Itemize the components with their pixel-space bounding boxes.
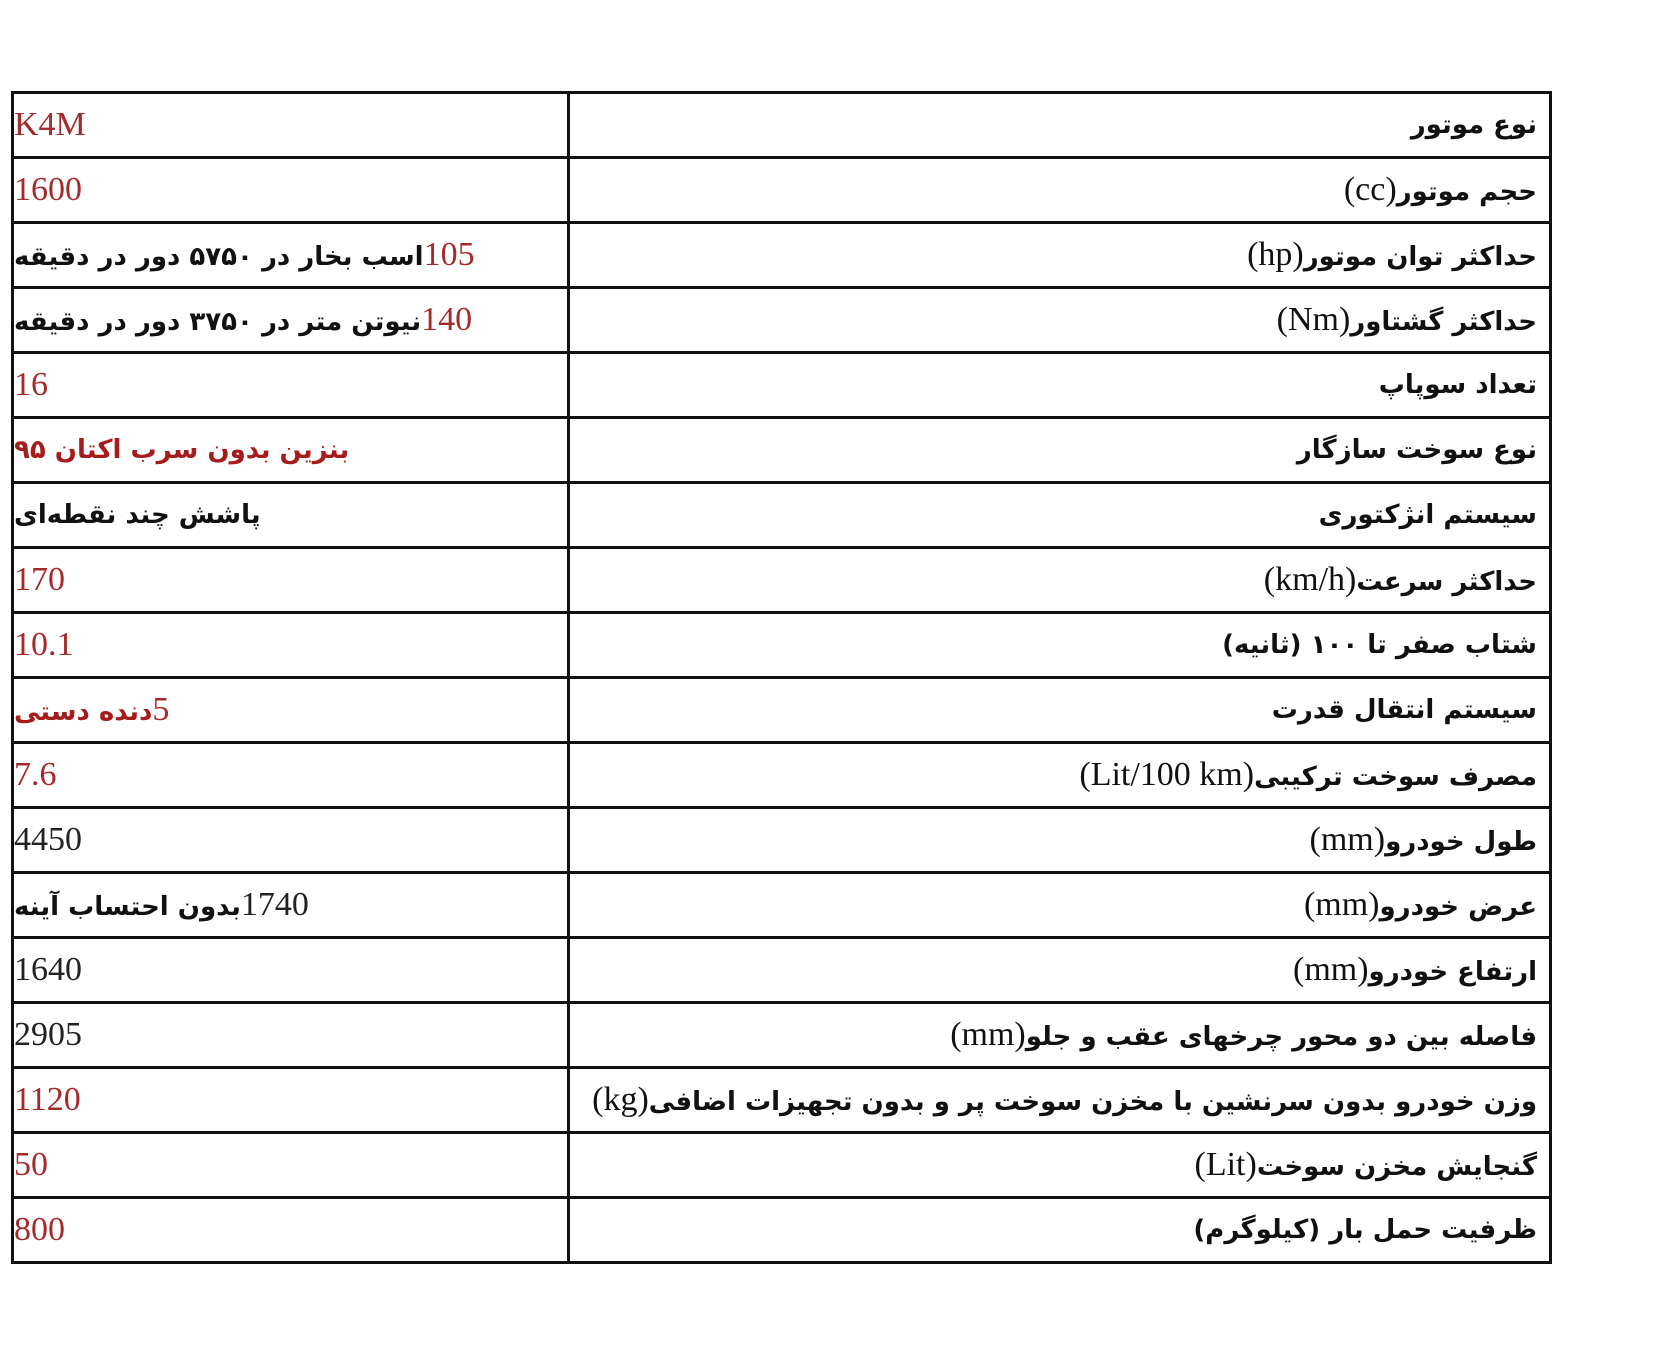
spec-value <box>14 886 309 924</box>
spec-label-text: حداکثر سرعت <box>1356 567 1537 597</box>
spec-value-number: 1640 <box>14 951 82 988</box>
spec-row <box>14 94 1549 156</box>
spec-label-cell <box>570 549 1549 611</box>
spec-label-cell <box>570 939 1549 1001</box>
spec-value-text: بنزین بدون سرب اکتان ۹۵ <box>14 435 350 465</box>
spec-label <box>1304 886 1537 924</box>
spec-row <box>14 611 1549 676</box>
spec-value <box>14 500 261 530</box>
spec-label <box>1264 561 1537 599</box>
spec-label-text: سیستم انتقال قدرت <box>1271 695 1537 725</box>
spec-value-cell <box>14 1199 570 1261</box>
spec-label-text: حداکثر توان موتور <box>1303 242 1537 272</box>
spec-row <box>14 221 1549 286</box>
spec-label-cell <box>570 614 1549 676</box>
spec-row <box>14 871 1549 936</box>
spec-row <box>14 1131 1549 1196</box>
spec-unit: (mm) <box>1303 886 1380 923</box>
spec-value-number: 1740 <box>240 886 309 923</box>
spec-value-number: K4M <box>14 106 86 143</box>
spec-unit: (kg) <box>592 1081 649 1118</box>
spec-label-cell <box>570 679 1549 741</box>
spec-value <box>14 821 82 859</box>
spec-value-cell <box>14 159 570 221</box>
spec-value-cell <box>14 354 570 416</box>
spec-unit: (mm) <box>1293 951 1369 988</box>
spec-value-text: پاشش چند نقطه‌ای <box>14 500 261 530</box>
spec-label <box>950 1016 1537 1054</box>
spec-unit: (km/h) <box>1263 561 1357 598</box>
spec-value-cell <box>14 1004 570 1066</box>
spec-row <box>14 351 1549 416</box>
spec-value-cell <box>14 484 570 546</box>
spec-value-number: 5 <box>152 691 170 728</box>
spec-value-cell <box>14 419 570 481</box>
spec-value-number: 2905 <box>14 1016 82 1053</box>
spec-label-text: حداکثر گشتاور <box>1350 307 1537 337</box>
spec-label <box>1379 370 1537 400</box>
spec-value <box>14 951 82 989</box>
spec-value-number: 105 <box>423 236 475 273</box>
spec-value-number: 10.1 <box>14 626 74 663</box>
spec-value <box>14 626 74 664</box>
spec-row <box>14 1001 1549 1066</box>
spec-label <box>1247 236 1537 274</box>
spec-value-text: نیوتن متر در ۳۷۵۰ دور در دقیقه <box>14 307 422 337</box>
spec-row <box>14 741 1549 806</box>
spec-label-cell <box>570 224 1549 286</box>
spec-unit: (Nm) <box>1276 301 1351 338</box>
spec-unit: (Lit/100 km) <box>1079 756 1255 793</box>
spec-label-cell <box>570 1069 1549 1131</box>
spec-value-cell <box>14 744 570 806</box>
spec-label <box>1193 1215 1537 1245</box>
spec-label-text: طول خودرو <box>1385 827 1537 857</box>
spec-label <box>1079 756 1537 794</box>
spec-value-cell <box>14 679 570 741</box>
spec-row <box>14 546 1549 611</box>
spec-value <box>14 171 82 209</box>
spec-row <box>14 1066 1549 1131</box>
spec-row <box>14 676 1549 741</box>
spec-value <box>14 301 472 339</box>
spec-value-cell <box>14 549 570 611</box>
spec-label <box>1222 630 1537 660</box>
spec-label-cell <box>570 1134 1549 1196</box>
spec-label-cell <box>570 354 1549 416</box>
spec-label-text: تعداد سوپاپ <box>1378 370 1537 400</box>
spec-row <box>14 481 1549 546</box>
spec-value <box>14 106 86 144</box>
spec-unit: (mm) <box>950 1016 1026 1053</box>
spec-value-cell <box>14 614 570 676</box>
spec-label <box>1297 435 1537 465</box>
spec-label <box>592 1081 1537 1119</box>
spec-value <box>14 1146 48 1184</box>
spec-value-text: اسب بخار در ۵۷۵۰ دور در دقیقه <box>14 242 424 272</box>
spec-label-text: گنجایش مخزن سوخت <box>1256 1152 1537 1182</box>
spec-label <box>1272 695 1537 725</box>
spec-value-cell <box>14 1134 570 1196</box>
spec-value-number: 50 <box>14 1146 48 1183</box>
spec-value <box>14 1081 81 1119</box>
spec-value <box>14 756 57 794</box>
spec-value-cell <box>14 94 570 156</box>
spec-label-cell <box>570 874 1549 936</box>
spec-label-text: فاصله بین دو محور چرخهای عقب و جلو <box>1025 1022 1537 1052</box>
spec-value-cell <box>14 874 570 936</box>
spec-label-text: مصرف سوخت ترکیبی <box>1254 762 1537 792</box>
spec-row <box>14 806 1549 871</box>
spec-value-cell <box>14 809 570 871</box>
spec-value <box>14 561 65 599</box>
spec-value-cell <box>14 939 570 1001</box>
spec-label-text: حجم موتور <box>1396 177 1537 207</box>
spec-unit: (hp) <box>1247 236 1304 273</box>
spec-value-number: 800 <box>14 1211 65 1248</box>
spec-value <box>14 1211 65 1249</box>
spec-value-number: 170 <box>14 561 65 598</box>
spec-value-number: 16 <box>14 366 48 403</box>
spec-unit: (mm) <box>1309 821 1386 858</box>
spec-label-text: نوع موتور <box>1410 110 1537 140</box>
spec-unit: (cc) <box>1343 171 1397 208</box>
spec-label-text: نوع سوخت سازگار <box>1296 435 1537 465</box>
spec-label-cell <box>570 94 1549 156</box>
spec-label-text: وزن خودرو بدون سرنشین با مخزن سوخت پر و بدون تجهیزات اضافی <box>648 1087 1537 1117</box>
spec-value <box>14 435 349 465</box>
spec-value-number: 140 <box>421 301 473 338</box>
spec-row <box>14 156 1549 221</box>
spec-value <box>14 366 48 404</box>
spec-value-cell <box>14 1069 570 1131</box>
spec-value-text: بدون احتساب آینه <box>14 892 241 922</box>
spec-value <box>14 236 475 274</box>
spec-label-text: ارتفاع خودرو <box>1368 957 1537 987</box>
spec-value-number: 1120 <box>14 1081 81 1118</box>
spec-value-text: دنده دستی <box>14 697 153 727</box>
spec-label <box>1310 821 1537 859</box>
spec-row <box>14 416 1549 481</box>
spec-label-text: شتاب صفر تا ۱۰۰ (ثانیه) <box>1222 630 1537 660</box>
spec-label-cell <box>570 809 1549 871</box>
spec-table <box>11 91 1552 1264</box>
spec-label-text: عرض خودرو <box>1379 892 1537 922</box>
spec-label <box>1319 500 1537 530</box>
spec-label <box>1411 110 1537 140</box>
spec-unit: (Lit) <box>1186 1146 1257 1183</box>
spec-row <box>14 936 1549 1001</box>
spec-value-number: 7.6 <box>14 756 57 793</box>
spec-label <box>1293 951 1537 989</box>
spec-value-cell <box>14 289 570 351</box>
spec-label-cell <box>570 289 1549 351</box>
spec-label-cell <box>570 419 1549 481</box>
spec-label-cell <box>570 1199 1549 1261</box>
spec-value <box>14 1016 82 1054</box>
spec-row <box>14 1196 1549 1261</box>
spec-label-cell <box>570 484 1549 546</box>
spec-label-cell <box>570 159 1549 221</box>
spec-label <box>1277 301 1537 339</box>
spec-value-number: 4450 <box>14 821 82 858</box>
spec-label-cell <box>570 1004 1549 1066</box>
spec-value-cell <box>14 224 570 286</box>
spec-value-number: 1600 <box>14 171 82 208</box>
spec-label <box>1186 1146 1537 1184</box>
spec-label <box>1344 171 1537 209</box>
spec-label-text: سیستم انژکتوری <box>1318 500 1537 530</box>
spec-label-cell <box>570 744 1549 806</box>
spec-label-text: ظرفیت حمل بار (کیلوگرم) <box>1193 1215 1537 1245</box>
spec-row <box>14 286 1549 351</box>
spec-value <box>14 691 169 729</box>
